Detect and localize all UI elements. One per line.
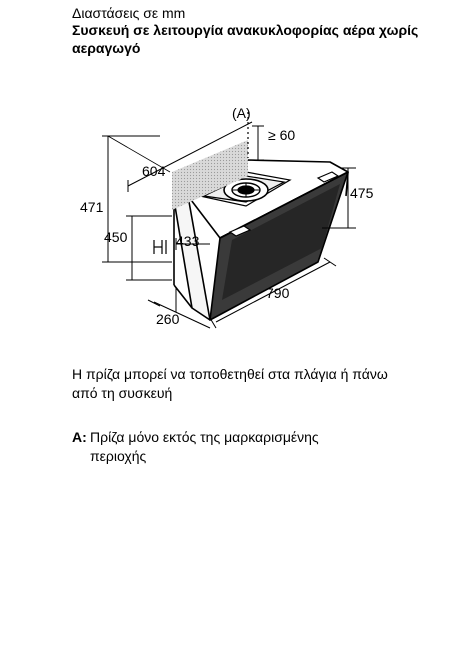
bottom-depth-value: 260 — [156, 311, 180, 327]
width-value: 790 — [266, 285, 290, 301]
height-450-value: 450 — [104, 229, 128, 245]
depth-top-value: 604 — [142, 163, 166, 179]
legend-item-a — [72, 428, 370, 466]
dimensions-unit-label: Διαστάσεις σε mm — [72, 5, 186, 21]
legend-text: Πρίζα μόνο εκτός της μαρκαρισμένης περιοχής — [90, 429, 319, 464]
legend-key: A: — [72, 429, 87, 445]
clearance-top-value: ≥ 60 — [268, 127, 296, 143]
front-height-value: 475 — [350, 185, 374, 201]
callout-label: (A) — [232, 105, 251, 121]
total-height-value: 471 — [80, 199, 104, 215]
socket-placement-note: Η πρίζα μπορεί να τοποθετηθεί στα πλάγια ή πάνω από τη συσκευή — [72, 366, 388, 401]
socket-offset-value: 433 — [176, 233, 200, 249]
page-title: Συσκευή σε λειτουργία ανακυκλοφορίας αέρα χωρίς αεραγωγό — [72, 22, 419, 56]
socket-symbol-icon — [154, 240, 166, 254]
